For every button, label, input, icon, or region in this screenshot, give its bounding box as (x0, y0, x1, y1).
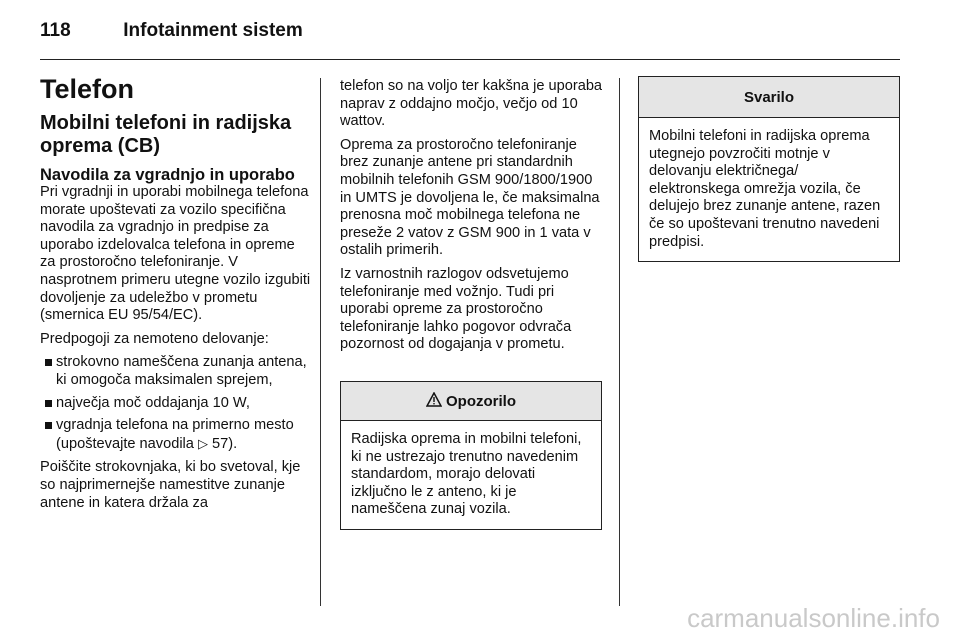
warning-triangle-icon (426, 392, 442, 411)
page-number: 118 (40, 20, 71, 41)
caution-box-title: Svarilo (639, 77, 899, 118)
section-heading: Navodila za vgradnjo in uporabo (40, 166, 295, 184)
column-divider (619, 78, 620, 606)
paragraph: Oprema za prostoročno telefoniranje brez zunanje antene pri standardnih mobilnih telefonih GSM 900/1800/1900 in UMTS je dovoljena le, če maksimalna prenosna moč mobilnega telefona ne preseže 2 vatov z GSM 900 in 1 vata v ostalih primerih. (340, 136, 600, 259)
bullet-icon (45, 400, 52, 407)
bullet-icon (45, 359, 52, 366)
paragraph: Poiščite strokovnjaka, ki bo svetoval, kje so najprimernejše namestitve zunanje antene in katera držala za (40, 459, 301, 511)
paragraph: Pri vgradnji in uporabi mobilnega telefona morate upoštevati za vozilo specifična navodila za vgradnjo in predpise za uporabo izdelovalca telefona in opreme za prostoročno telefoniranje. V nasprotnem primeru utegne vozilo izgubiti dovoljenje za udeležbo v prometu (smernica EU 95/54/EC). (40, 184, 311, 324)
bullet-icon (45, 422, 52, 429)
column-divider (320, 78, 321, 606)
paragraph: Predpogoji za nemoteno delovanje: (40, 330, 269, 347)
page-header (40, 20, 303, 42)
header-divider (40, 59, 900, 60)
section-title: Infotainment sistem (123, 20, 303, 41)
column-left (40, 74, 312, 518)
column-middle (340, 78, 606, 360)
list-item: strokovno nameščena zunanja antena, ki omogoča maksimalen sprejem, (40, 354, 312, 389)
caution-box (638, 76, 900, 262)
caution-box-text: Mobilni telefoni in radijska oprema utegnejo povzročiti motnje v delovanju električnega/ elektronskega omrežja vozila, če delujejo brez zunanje antene, razen če so upoštevani trenutno navedeni predpisi. (649, 128, 881, 250)
page-reference[interactable]: 57). (212, 435, 238, 452)
page-title: Telefon (40, 74, 134, 104)
warning-box-text: Radijska oprema in mobilni telefoni, ki ne ustrezajo trenutno navedenim standardom, morajo delovati izključno le z anteno, ki je nameščena zunaj vozila. (351, 431, 582, 518)
subsection-title: Mobilni telefoni in radijska oprema (CB) (40, 112, 292, 157)
warning-box-title: Opozorilo (446, 392, 516, 410)
warning-box-header (341, 382, 601, 421)
watermark: carmanualsonline.info (687, 603, 940, 633)
paragraph: Iz varnostnih razlogov odsvetujemo telefoniranje med vožnjo. Tudi pri uporabi opreme za prostoročno telefoniranje lahko pogovor odvrača pozornost od dogajanja v prometu. (340, 265, 572, 353)
warning-box (340, 381, 602, 530)
list-item: vgradnja telefona na primerno mesto (upoštevajte navodila ▷ 57). (40, 417, 312, 453)
list-item: največja moč oddajanja 10 W, (40, 395, 312, 413)
paragraph: telefon so na voljo ter kakšna je uporaba naprav z oddajno močjo, večjo od 10 wattov. (340, 78, 603, 130)
page-reference-icon[interactable]: ▷ (197, 435, 208, 451)
requirements-list (40, 354, 312, 453)
